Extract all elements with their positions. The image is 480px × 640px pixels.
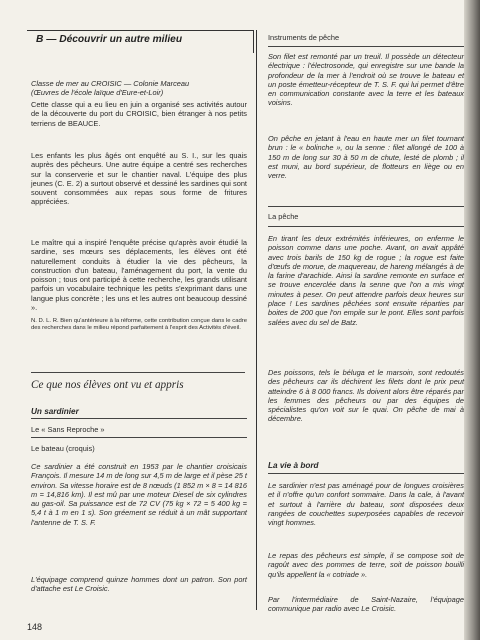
subheading-rule-2 xyxy=(31,437,247,438)
section-rule xyxy=(31,372,245,373)
section-header: B — Découvrir un autre milieu xyxy=(36,34,183,45)
paragraph-instruments: Son filet est remonté par un treuil. Il possède un détecteur électrique : l'électrosonde, qui enregistre sur une bande la profondeur de la mer à l'endroit où se trouve le bateau et un poste émetteur-récepteur de T. S. F. qui lui permet d'être en communication constante avec la terre et les bateaux voisins. xyxy=(268,52,464,108)
heading-rule-2 xyxy=(268,206,464,207)
intro-line-2: (Œuvres de l'école laïque d'Eure-et-Loir) xyxy=(31,88,164,98)
paragraph-meals: Le repas des pêcheurs est simple, il se compose soit de ragoût avec des pommes de terre, soit de poisson bouilli qu'ils appellent la « cotriade ». xyxy=(268,551,464,579)
section-title: Ce que nos élèves ont vu et appris xyxy=(31,379,184,391)
paragraph-1: Cette classe qui a eu lieu en juin a organisé ses activités autour de la découverte du port du CROISIC, bien étranger à nos petits terriens de BEAUCE. xyxy=(31,100,247,128)
paragraph-boat: Ce sardinier a été construit en 1953 par le chantier croisicais François. Il mesure 14 m de long sur 4,5 m de large et il pèse 25 t environ. Sa vitesse horaire est de 8 nœuds (1 852 m × 8 = 14 816 m = 14,816 km). Il est mû par une moteur Diesel de six cylindres au gas-oil. Sa puissance est de 72 CV (75 kg × 72 = 5 400 kg = 5,4 t à 1 m en 1 s). Son gréement se réduit à un mât supportant l'antenne de T. S. F. xyxy=(31,462,247,527)
heading-rule-3 xyxy=(268,226,464,227)
heading-instruments: Instruments de pêche xyxy=(268,33,340,42)
paragraph-2: Les enfants les plus âgés ont enquêté au S. I., sur les quais auprès des pêcheurs. Une autre équipe a centré ses recherches sur la conserverie et sur le chantier naval. L'équipe des plus jeunes (C. E. 2) a surtout observé et dessiné les sardines qui sont souvent consommées aux repas sous forme de fritures appréciées. xyxy=(31,151,247,207)
boat-name: Le « Sans Reproche » xyxy=(31,425,105,434)
page-number: 148 xyxy=(27,622,43,632)
column-divider xyxy=(256,30,257,610)
heading-fishing: La pêche xyxy=(268,212,299,221)
subheading-rule-1 xyxy=(31,418,247,419)
paragraph-radio: Par l'intermédiaire de Saint-Nazaire, l'équipage communique par radio avec Le Croisic. xyxy=(268,595,464,614)
heading-rule-4 xyxy=(268,473,464,474)
heading-life-aboard: La vie à bord xyxy=(268,461,319,470)
editor-note: N. D. L. R. Bien qu'antérieure à la réforme, cette contribution conçue dans le cadre des recherches dans le milieu répond parfaitement à l'esprit des Activités d'éveil. xyxy=(31,318,247,332)
intro-line-1: Classe de mer au CROISIC — Colonie Marceau xyxy=(31,79,190,88)
paragraph-fishing: En tirant les deux extrémités inférieures, on enferme le poisson comme dans une poche. Avant, on avait appâté avec trois barils de 150 kg de rogue ; la rogue est faite d'œufs de morue, de maquereau, de hareng mélangés à de la farine d'arachide. Ainsi la sardine remonte en surface et se trouve encerclée dans la senne que l'on a mis vingt minutes à peser. On peut attendre parfois deux heures sur place ! Les sardines pêchées sont ensuite réparties par boites de 200 que l'on empile sur le pont. Elles sont parfois salées avec du sel de Batz. xyxy=(268,234,464,327)
subheading-boat-sketch: Le bateau (croquis) xyxy=(31,444,95,453)
subheading-sardinier: Un sardinier xyxy=(31,407,79,416)
heading-rule-1 xyxy=(268,46,464,47)
book-binding-shadow xyxy=(464,0,480,640)
paragraph-crew: L'équipage comprend quinze hommes dont un patron. Son port d'attache est Le Croisic. xyxy=(31,575,247,594)
paragraph-comfort: Le sardinier n'est pas aménagé pour de longues croisières et il n'offre qu'un confort sommaire. Dans la cale, à l'avant et surtout à l'arrière du bateau, sont disposées deux rangées de couchettes superposées capables de recevoir vingt hommes. xyxy=(268,481,464,528)
paragraph-fish-damage: Des poissons, tels le béluga et le marsoin, sont redoutés des pêcheurs car ils déchirent les filets dont le prix peut atteindre 6 à 8 000 francs. Ils doivent alors être réparés par les femmes des pêcheurs ou par des équipes de spécialistes qu'on voit sur le quai. On pêche de mai à décembre. xyxy=(268,368,464,424)
intro-block xyxy=(31,79,247,98)
paragraph-nets: On pêche en jetant à l'eau en haute mer un filet tournant brun : le « bolinche », ou la senne : filet allongé de 100 à 150 m de long sur 30 à 50 m de chute, lesté de plomb ; il est muni, au bord supérieur, de flotteurs en liège ou en verre. xyxy=(268,134,464,181)
paragraph-3: Le maître qui a inspiré l'enquête précise qu'après avoir étudié la sardine, ses mœurs ses déplacements, les élèves ont été naturellement conduits à étudier la vie des pêcheurs, la construction d'un bateau, l'aménagement du port, la vente du poisson ; tous ont participé à cette recherche, les grands utilisant parfois un vocabulaire technique les petits s'exprimant dans une langue plus concrète ; les uns et les autres ont beaucoup dessiné ». xyxy=(31,238,247,313)
